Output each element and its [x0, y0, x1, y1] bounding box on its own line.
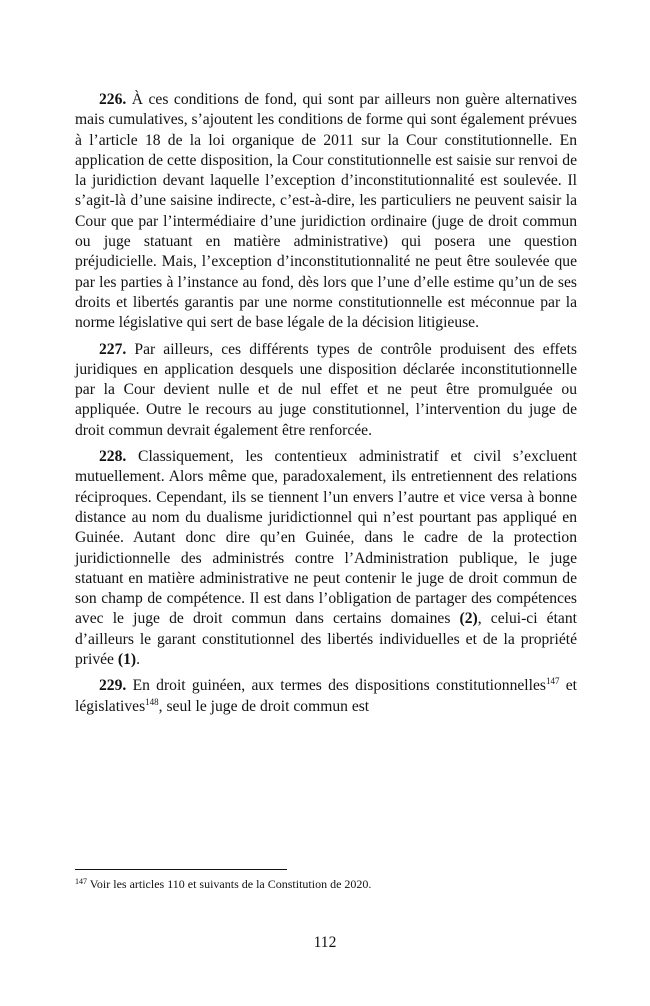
- footnote-divider: [75, 869, 287, 870]
- paragraph-229: [75, 676, 577, 717]
- page-body: [75, 90, 577, 717]
- paragraph-226: [75, 90, 577, 334]
- footnote-147: [75, 877, 577, 892]
- paragraph-text: Par ailleurs, ces différents types de contrôle produisent des effets juridiques en application desquels une disposition déclarée inconstitutionnelle par la Cour devient nulle et de nul effet et ne peut être promulguée ou appliquée. Outre le recours au juge constitutionnel, l’intervention du juge de droit commun devrait également être renforcée.: [75, 340, 577, 439]
- reference-1: (1): [117, 651, 137, 669]
- footnote-ref-147[interactable]: 147: [545, 676, 560, 687]
- paragraph-number: 227.: [99, 340, 127, 358]
- paragraph-text: À ces conditions de fond, qui sont par ailleurs non guère alternatives mais cumulatives, s’ajoutent les conditions de forme qui sont également prévues à l’article 18 de la loi organique de 2011 sur la Cour constitutionnelle. En application de cette disposition, la Cour constitutionnelle est saisie sur renvoi de la juridiction devant laquelle l’exception d’inconstitutionnalité est soulevée. Il s’agit-là d’une saisine indirecte, c’est-à-dire, les particuliers ne peuvent saisir la Cour que par l’intermédiaire d’une juridiction ordinaire (juge de droit commun ou juge statuant en matière administrative) qui posera une question préjudicielle. Mais, l’exception d’inconstitutionnalité ne peut être soulevée que par les parties à l’instance au fond, dès lors que l’une d’elle estime qu’un de ses droits et libertés garantis par une norme constitutionnelle est méconnue par la norme législative qui sert de base légale de la décision litigieuse.: [75, 91, 577, 332]
- footnote-text: Voir les articles 110 et suivants de la Constitution de 2020.: [87, 877, 372, 891]
- page-number: 112: [313, 934, 337, 951]
- paragraph-text: .: [136, 651, 140, 669]
- paragraph-228: [75, 447, 577, 670]
- footnote-marker: 147: [75, 877, 87, 886]
- paragraph-text: Classiquement, les contentieux administratif et civil s’excluent mutuellement. Alors même que, paradoxalement, ils entretiennent des relations réciproques. Cependant, ils se tiennent l’un envers l’autre et vice versa à bonne distance au nom du dualisme juridictionnel qui n’est pourtant pas appliqué en Guinée. Autant donc dire qu’en Guinée, dans le cadre de la protection juridictionnelle des administrés contre l’Administration publique, le juge statuant en matière administrative ne peut contenir le juge de droit commun de son champ de compétence. Il est dans l’obligation de partager des compétences avec le juge de droit commun dans certains domaines: [75, 448, 577, 628]
- paragraph-227: [75, 340, 577, 441]
- paragraph-number: 226.: [99, 91, 127, 108]
- reference-2: (2): [459, 610, 478, 628]
- paragraph-text: En droit guinéen, aux termes des dispositions constitutionnelles: [126, 677, 546, 695]
- paragraph-text: , seul le juge de droit commun est: [158, 697, 370, 715]
- paragraph-text: , celui-ci étant d’ailleurs le garant constitutionnel des libertés individuelles et de la propriété privée: [75, 610, 577, 669]
- paragraph-number: 228.: [99, 448, 127, 466]
- paragraph-text: et législatives: [75, 677, 578, 715]
- footnote-ref-148[interactable]: 148: [145, 696, 159, 707]
- paragraph-number: 229.: [99, 677, 127, 695]
